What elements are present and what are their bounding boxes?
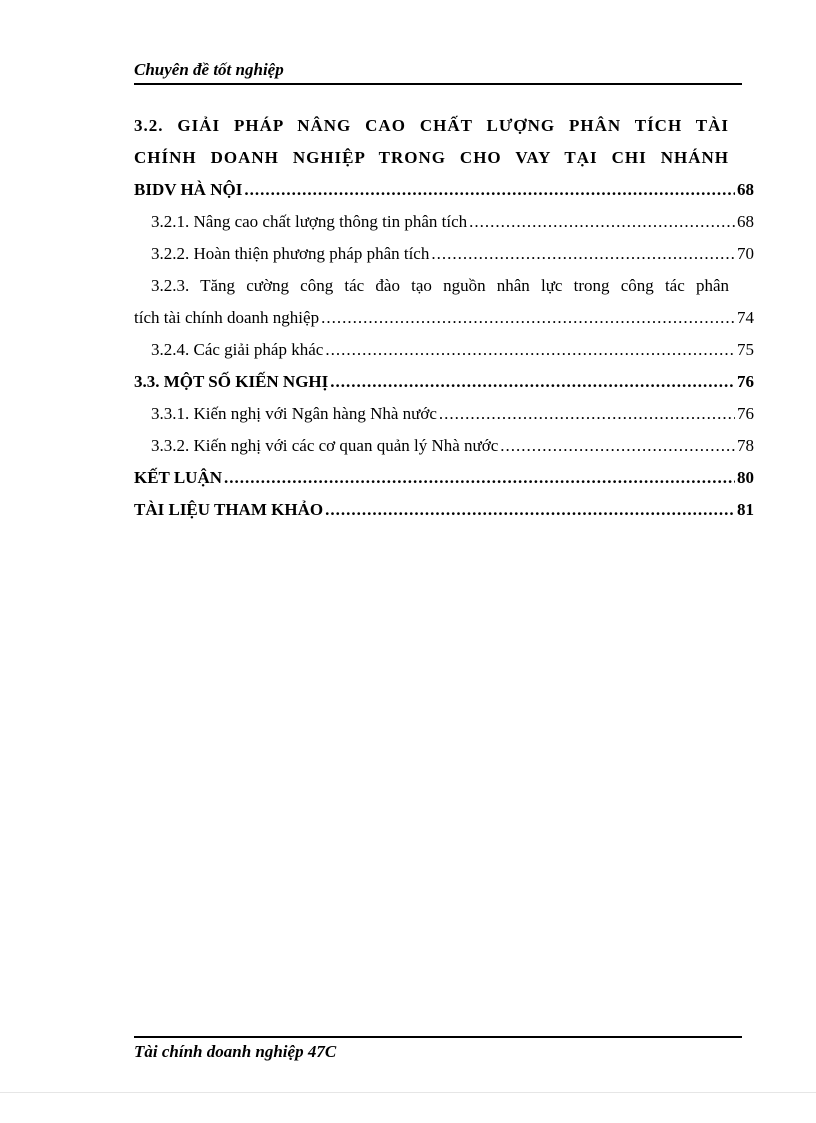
header-rule [134,83,742,85]
page-bottom-edge [0,1092,816,1093]
header-title: Chuyên đề tốt nghiệp [134,60,284,79]
toc-entry-label: 3.3.1. Kiến nghị với Ngân hàng Nhà nước [151,404,437,423]
toc-entry[interactable] [134,238,754,270]
dot-leader [224,462,735,494]
toc-entry-label: 3.3.2. Kiến nghị với các cơ quan quản lý Nhà nước [151,436,499,455]
dot-leader [439,398,735,430]
toc-section-heading-line-2: CHÍNH DOANH NGHIỆP TRONG CHO VAY TẠI CHI NHÁNH [134,148,729,167]
toc-entry-label: KẾT LUẬN [134,468,223,487]
dot-leader [244,174,735,206]
toc-entry-page: 76 [737,404,754,423]
toc-entry-label: 3.2.2. Hoàn thiện phương pháp phân tích [151,244,430,263]
toc-entry[interactable] [134,430,754,462]
dot-leader [325,494,735,526]
toc-entry-page: 75 [737,340,754,359]
toc-entry[interactable] [134,398,754,430]
toc-section-heading-line-1: 3.2. GIẢI PHÁP NÂNG CAO CHẤT LƯỢNG PHÂN TÍCH TÀI [134,116,729,135]
toc-entry-page: 76 [737,372,754,391]
table-of-contents [134,110,754,526]
footer-title: Tài chính doanh nghiệp 47C [134,1042,337,1061]
dot-leader [500,430,735,462]
toc-entry-page: 68 [737,212,754,231]
toc-entry[interactable] [134,494,754,526]
toc-entry[interactable] [134,334,754,366]
toc-entry-page: 80 [737,468,754,487]
toc-entry-label: 3.2.4. Các giải pháp khác [151,340,324,359]
toc-entry[interactable] [134,366,754,398]
toc-entry-label: TÀI LIỆU THAM KHẢO [134,500,324,519]
dot-leader [330,366,735,398]
toc-entry-page: 74 [737,308,754,327]
footer-rule [134,1036,742,1038]
toc-entry-page: 68 [737,180,754,199]
toc-entry-page: 81 [737,500,754,519]
dot-leader [325,334,735,366]
toc-entry[interactable] [134,462,754,494]
toc-entry[interactable] [134,302,754,334]
page-header [134,60,742,80]
toc-entry-label: 3.3. MỘT SỐ KIẾN NGHỊ [134,372,329,391]
toc-entry[interactable] [134,174,754,206]
toc-entry[interactable] [134,206,754,238]
toc-entry-label: BIDV HÀ NỘI [134,180,243,199]
dot-leader [469,206,735,238]
toc-entry-label: 3.2.1. Nâng cao chất lượng thông tin phân tích [151,212,468,231]
dot-leader [431,238,735,270]
dot-leader [321,302,735,334]
toc-entry-label: tích tài chính doanh nghiệp [134,308,320,327]
toc-entry-wrapped-line: 3.2.3. Tăng cường công tác đào tạo nguồn nhân lực trong công tác phân [151,276,729,295]
toc-entry-page: 70 [737,244,754,263]
toc-entry-page: 78 [737,436,754,455]
